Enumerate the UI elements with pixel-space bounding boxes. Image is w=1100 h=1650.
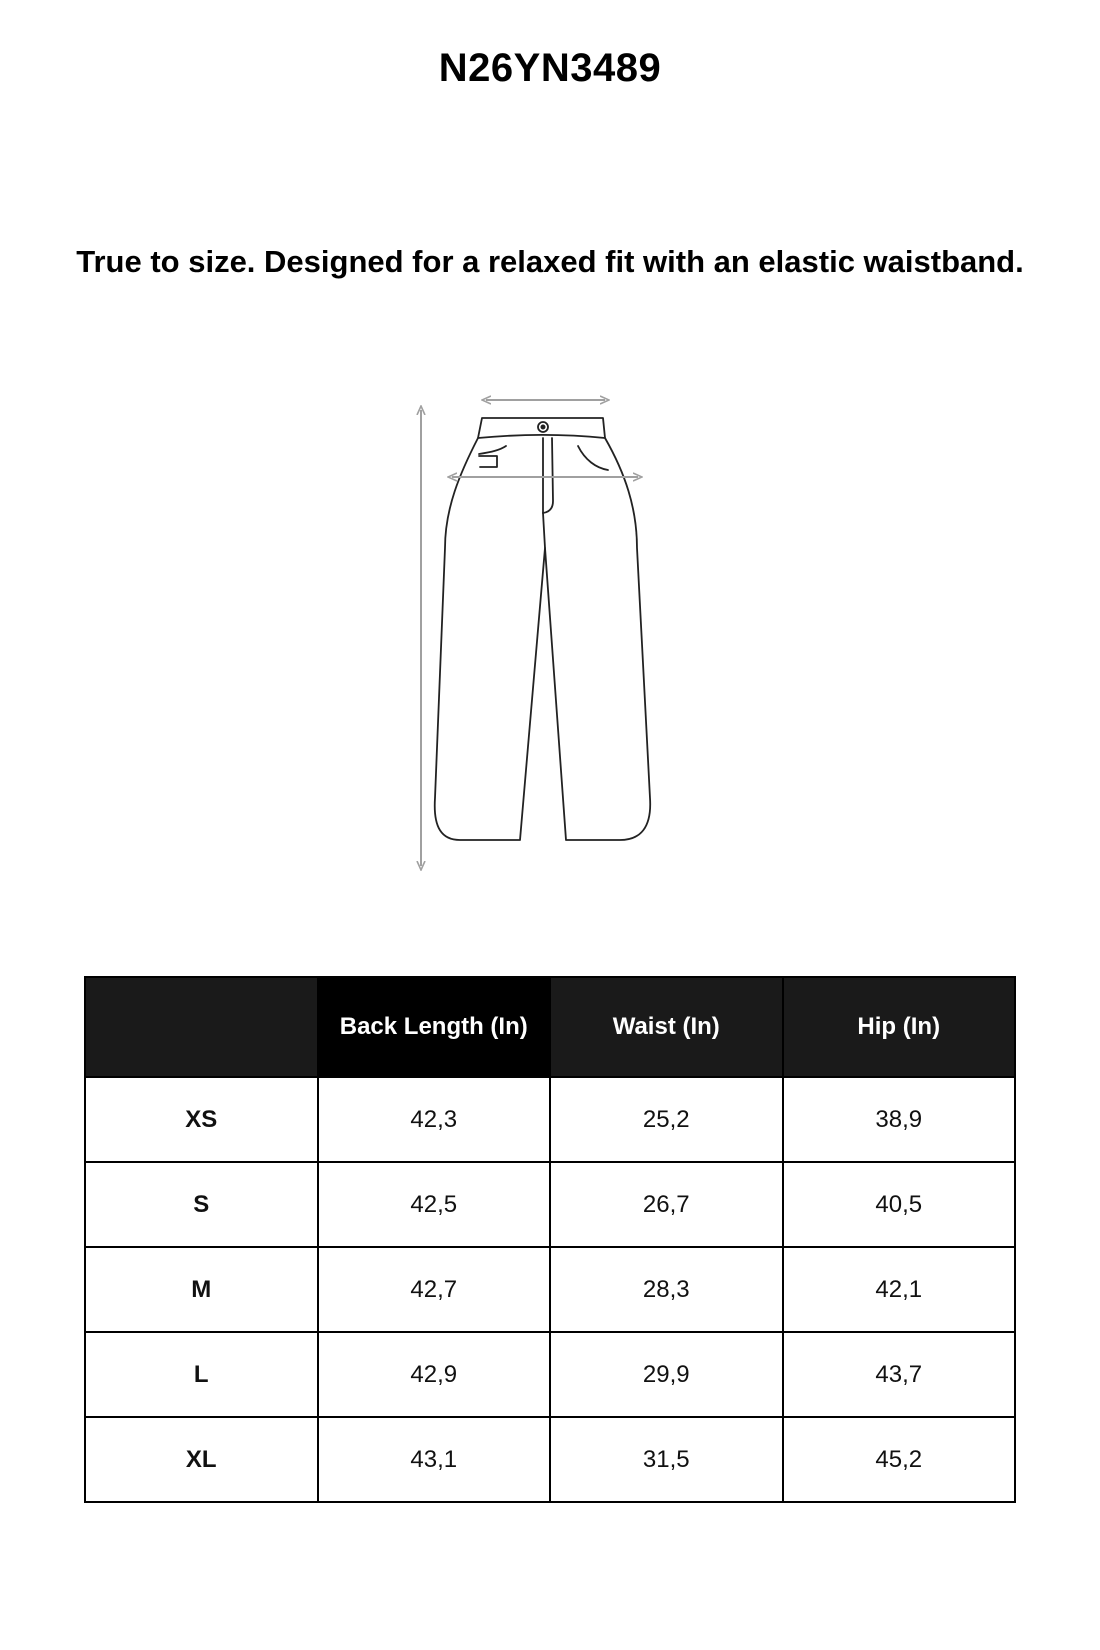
hip-cell: 43,7 <box>783 1332 1016 1417</box>
back-length-cell: 42,3 <box>318 1077 551 1162</box>
waist-cell: 28,3 <box>550 1247 783 1332</box>
table-row <box>85 1332 1015 1417</box>
size-cell: L <box>85 1332 318 1417</box>
product-code: N26YN3489 <box>438 46 662 90</box>
back-length-cell: 42,9 <box>318 1332 551 1417</box>
header-hip: Hip (In) <box>783 977 1016 1077</box>
header-size <box>85 977 318 1077</box>
back-length-cell: 43,1 <box>318 1417 551 1502</box>
header-back-length: Back Length (In) <box>318 977 551 1077</box>
hip-cell: 45,2 <box>783 1417 1016 1502</box>
table-row <box>85 1417 1015 1502</box>
size-cell: XL <box>85 1417 318 1502</box>
hip-cell: 42,1 <box>783 1247 1016 1332</box>
fit-note: True to size. Designed for a relaxed fit with an elastic waistband. <box>76 244 1024 279</box>
size-cell: XS <box>85 1077 318 1162</box>
back-length-cell: 42,7 <box>318 1247 551 1332</box>
table-row <box>85 1162 1015 1247</box>
header-waist: Waist (In) <box>550 977 783 1077</box>
waist-cell: 25,2 <box>550 1077 783 1162</box>
table-row <box>85 1077 1015 1162</box>
size-table <box>84 976 1016 1503</box>
size-cell: M <box>85 1247 318 1332</box>
back-length-cell: 42,5 <box>318 1162 551 1247</box>
table-row <box>85 1247 1015 1332</box>
size-cell: S <box>85 1162 318 1247</box>
table-header-row <box>85 977 1015 1077</box>
hip-cell: 38,9 <box>783 1077 1016 1162</box>
hip-cell: 40,5 <box>783 1162 1016 1247</box>
pants-diagram <box>400 388 680 888</box>
waist-cell: 29,9 <box>550 1332 783 1417</box>
waist-cell: 31,5 <box>550 1417 783 1502</box>
waist-cell: 26,7 <box>550 1162 783 1247</box>
pants-icon <box>435 418 650 840</box>
